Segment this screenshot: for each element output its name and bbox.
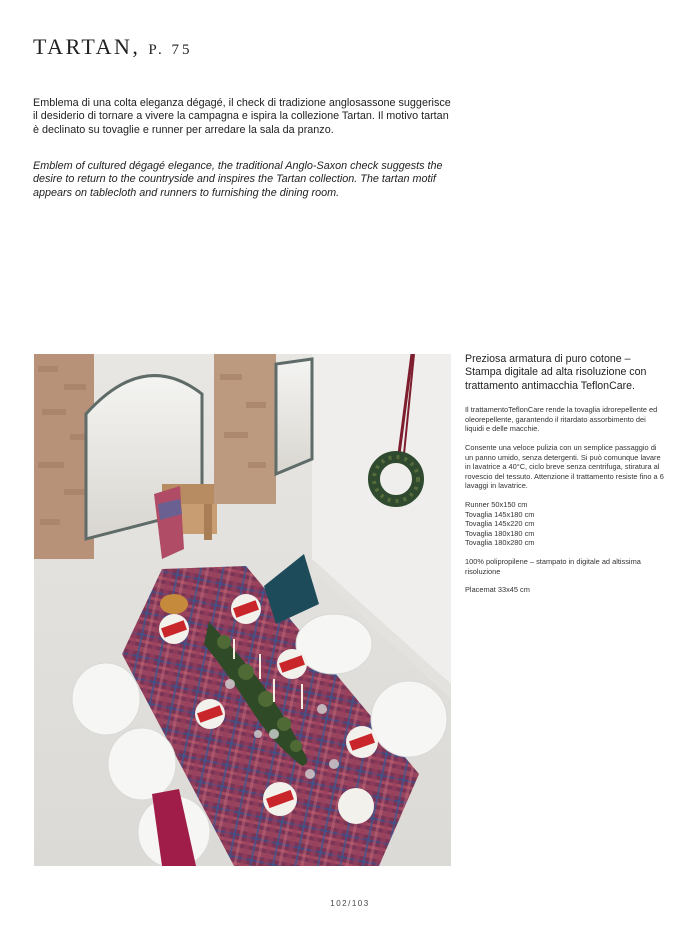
size-item: Runner 50x150 cm bbox=[465, 499, 528, 509]
size-list bbox=[465, 500, 665, 548]
placemat-info: Placemat 33x45 cm bbox=[465, 585, 530, 595]
size-item: Tovaglia 180x180 cm bbox=[465, 528, 535, 538]
product-headline: Preziosa armatura di puro cotone – Stampa digitale ad alta risoluzione con trattamento antimacchia TeflonCare. bbox=[465, 353, 647, 392]
collection-name: TARTAN, bbox=[33, 34, 141, 59]
page-title bbox=[33, 34, 193, 60]
size-item: Tovaglia 145x220 cm bbox=[465, 519, 535, 529]
intro-english: Emblem of cultured dégagé elegance, the traditional Anglo-Saxon check suggests the desire to return to the countryside and inspires the Tartan collection. The tartan motif appears on tablecloth and runners to furnishing the dining room. bbox=[33, 160, 443, 199]
product-details bbox=[465, 353, 665, 604]
intro-italian: Emblema di una colta eleganza dégagé, il check di tradizione anglosassone suggerisce il desiderio di tornare a vivere la campagna e ispira la collezione Tartan. Il motivo tartan è declinato su tovaglie e runner per arredare la sala da pranzo. bbox=[33, 97, 451, 136]
material-info: 100% polipropilene – stampato in digitale ad altissima risoluzione bbox=[465, 556, 641, 576]
page-numbers: 102/103 bbox=[330, 899, 370, 908]
size-item: Tovaglia 180x280 cm bbox=[465, 538, 535, 548]
dining-room-photo bbox=[34, 354, 451, 866]
treatment-description: Il trattamentoTeflonCare rende la tovaglia idrorepellente ed oleorepellente, garantendo il ritardato assorbimento dei liquidi e delle macchie. bbox=[465, 405, 658, 434]
care-instructions: Consente una veloce pulizia con un semplice passaggio di un panno umido, senza detergenti. Si può comunque lavare in lavatrice a 40°C, ciclo breve senza centrifuga, stiratura al rovescio del tessuto. Attenzione il trattamento resiste fino a 6 lavaggi in lavatrice. bbox=[465, 443, 664, 491]
size-item: Tovaglia 145x180 cm bbox=[465, 509, 535, 519]
page-reference: P. 75 bbox=[148, 42, 193, 58]
